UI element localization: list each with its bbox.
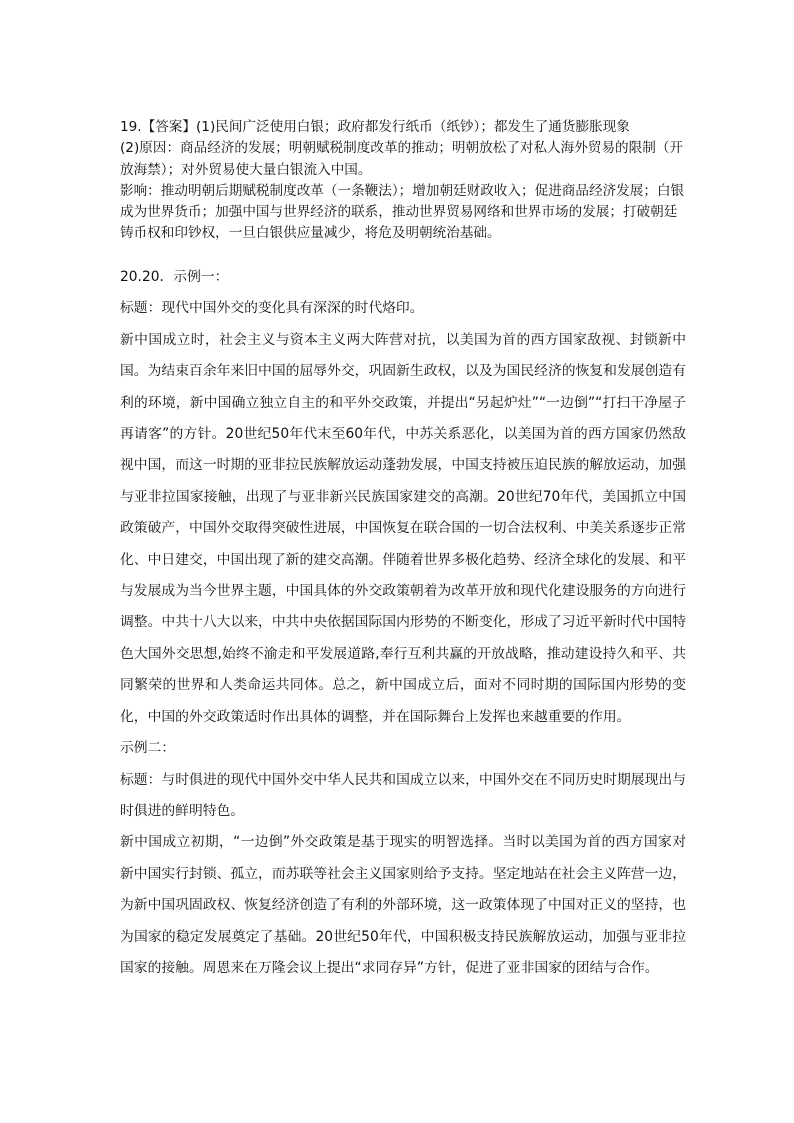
q20-heading: 20.20．示例一： <box>120 269 229 285</box>
q19-part2-reasons: (2)原因：商品经济的发展；明朝赋税制度改革的推动；明朝放松了对私人海外贸易的限制（开放海禁）；对外贸易使大量白银流入中国。 <box>120 140 684 178</box>
example2-heading: 示例二： <box>120 740 176 757</box>
q20-answer <box>120 262 686 984</box>
example1-body: 新中国成立时，社会主义与资本主义两大阵营对抗，以美国为首的西方国家敌视、封锁新中国。为结束百余年来旧中国的屈辱外交，巩固新生政权，以及为国民经济的恢复和发展创造有利的环境，新中国确立独立自主的和平外交政策，并提出“另起炉灶”“一边倒”“打扫干净屋子再请客”的方针。20世纪50年代末至60年代，中苏关系恶化，以美国为首的西方国家仍然敌视中国，而这一时期的亚非拉民族解放运动蓬勃发展，中国支持被压迫民族的解放运动，加强与亚非拉国家接触，出现了与亚非新兴民族国家建交的高潮。20世纪70年代，美国抓立中国政策破产，中国外交取得突破性进展，中国恢复在联合国的一切合法权利、中美关系逐步正常化、中日建交，中国出现了新的建交高潮。伴随着世界多极化趋势、经济全球化的发展、和平与发展成为当今世界主题，中国具体的外交政策朝着为改革开放和现代化建设服务的方向进行调整。中共十八大以来，中共中央依据国际国内形势的不断变化，形成了习近平新时代中国特色大国外交思想,始终不渝走和平发展道路,奉行互利共赢的开放战略，推动建设持久和平、共同繁荣的世界和人类命运共同体。总之，新中国成立后，面对不同时期的国际国内形势的变化，中国的外交政策适时作出具体的调整，并在国际舞台上发挥也来越重要的作用。 <box>120 331 686 725</box>
example2-body: 新中国成立初期，“一边倒”外交政策是基于现实的明智选择。当时以美国为首的西方国家对新中国实行封锁、孤立，而苏联等社会主义国家则给予支持。坚定地站在社会主义阵营一边，为新中国巩固政权、恢复经济创造了有利的外部环境，这一政策体现了中国对正义的坚持，也为国家的稳定发展奠定了基础。20世纪50年代，中国积极支持民族解放运动，加强与亚非拉国家的接触。周恩来在万隆会议上提出“求同存异”方针，促进了亚非国家的团结与合作。 <box>120 834 686 976</box>
q19-answer <box>120 117 686 245</box>
q19-part1: 19.【答案】(1)民间广泛使用白银；政府都发行纸币（纸钞）；都发生了通货膨胀现象 <box>120 119 630 135</box>
example1-title: 标题：现代中国外交的变化具有深深的时代烙印。 <box>120 300 424 317</box>
q19-part2-impact: 影响：推动明朝后期赋税制度改革（一条鞭法）；增加朝廷财政收入；促进商品经济发展；白银成为世界货币；加强中国与世界经济的联系，推动世界贸易网络和世界市场的发展；打破朝廷铸币权和印钞权，一旦白银供应量减少，将危及明朝统治基础。 <box>120 182 685 242</box>
example2-title: 标题：与时俱进的现代中国外交中华人民共和国成立以来，中国外交在不同历史时期展现出与时俱进的鲜明特色。 <box>120 771 686 819</box>
